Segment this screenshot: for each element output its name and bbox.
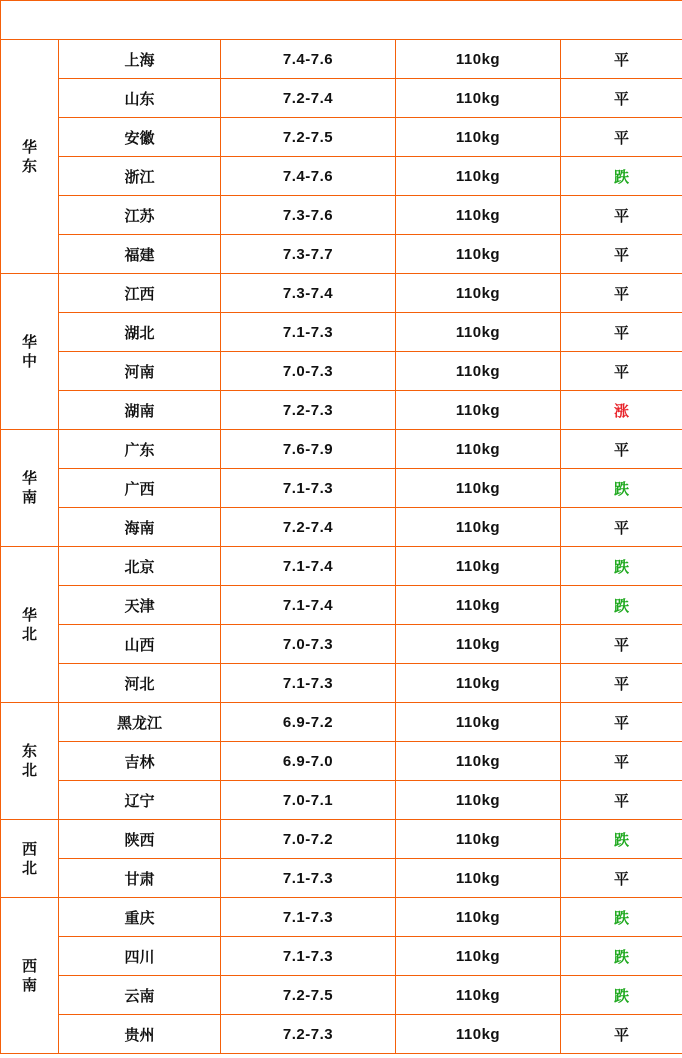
- price-cell: 6.9-7.2: [221, 703, 396, 742]
- weight-cell: 110kg: [396, 508, 561, 547]
- table-row: [1, 157, 682, 196]
- table-row: [1, 469, 682, 508]
- trend-cell: 跌: [561, 937, 682, 976]
- weight-cell: 110kg: [396, 313, 561, 352]
- province-cell: 河北: [59, 664, 221, 703]
- province-cell: 福建: [59, 235, 221, 274]
- trend-cell: 平: [561, 313, 682, 352]
- region-cell: [1, 898, 59, 1054]
- table-row: [1, 859, 682, 898]
- weight-cell: 110kg: [396, 274, 561, 313]
- region-cell: [1, 820, 59, 898]
- weight-cell: 110kg: [396, 40, 561, 79]
- trend-cell: 平: [561, 274, 682, 313]
- table-row: [1, 937, 682, 976]
- table-row: [1, 118, 682, 157]
- weight-cell: 110kg: [396, 664, 561, 703]
- price-cell: 7.0-7.3: [221, 625, 396, 664]
- table-row: [1, 898, 682, 937]
- price-cell: 7.2-7.4: [221, 508, 396, 547]
- weight-cell: 110kg: [396, 625, 561, 664]
- trend-cell: 平: [561, 1015, 682, 1054]
- weight-cell: 110kg: [396, 430, 561, 469]
- price-cell: 7.6-7.9: [221, 430, 396, 469]
- table-row: [1, 274, 682, 313]
- trend-cell: 跌: [561, 898, 682, 937]
- weight-cell: 110kg: [396, 547, 561, 586]
- region-label: 东北: [22, 743, 38, 779]
- province-cell: 湖南: [59, 391, 221, 430]
- province-cell: 广东: [59, 430, 221, 469]
- province-cell: 海南: [59, 508, 221, 547]
- region-label: 华东: [22, 138, 38, 175]
- table-row: [1, 79, 682, 118]
- table-row: [1, 664, 682, 703]
- table-row: [1, 196, 682, 235]
- trend-cell: 跌: [561, 469, 682, 508]
- trend-cell: 平: [561, 79, 682, 118]
- region-label: 西南: [22, 957, 38, 994]
- price-cell: 7.1-7.3: [221, 859, 396, 898]
- trend-cell: 跌: [561, 586, 682, 625]
- region-cell: [1, 40, 59, 274]
- table-row: [1, 508, 682, 547]
- trend-cell: 涨: [561, 391, 682, 430]
- table-body: [1, 1, 682, 1054]
- table-row: [1, 586, 682, 625]
- price-cell: 7.1-7.3: [221, 937, 396, 976]
- province-cell: 湖北: [59, 313, 221, 352]
- province-cell: 安徽: [59, 118, 221, 157]
- trend-cell: 平: [561, 781, 682, 820]
- province-cell: 河南: [59, 352, 221, 391]
- price-cell: 7.1-7.3: [221, 664, 396, 703]
- province-cell: 吉林: [59, 742, 221, 781]
- weight-cell: 110kg: [396, 898, 561, 937]
- trend-cell: 跌: [561, 820, 682, 859]
- table-row: [1, 352, 682, 391]
- price-cell: 7.2-7.5: [221, 118, 396, 157]
- weight-cell: 110kg: [396, 118, 561, 157]
- region-label: 华北: [22, 606, 38, 643]
- trend-cell: 平: [561, 859, 682, 898]
- price-cell: 7.0-7.1: [221, 781, 396, 820]
- trend-cell: 平: [561, 508, 682, 547]
- weight-cell: 110kg: [396, 235, 561, 274]
- region-cell: [1, 430, 59, 547]
- price-cell: 7.0-7.3: [221, 352, 396, 391]
- weight-cell: 110kg: [396, 352, 561, 391]
- price-cell: 7.4-7.6: [221, 157, 396, 196]
- region-cell: [1, 703, 59, 820]
- table-row: [1, 703, 682, 742]
- weight-cell: 110kg: [396, 781, 561, 820]
- province-cell: 江苏: [59, 196, 221, 235]
- province-cell: 贵州: [59, 1015, 221, 1054]
- table-row: [1, 625, 682, 664]
- table-row: [1, 235, 682, 274]
- weight-cell: 110kg: [396, 79, 561, 118]
- province-cell: 四川: [59, 937, 221, 976]
- region-cell: [1, 547, 59, 703]
- weight-cell: 110kg: [396, 469, 561, 508]
- province-cell: 广西: [59, 469, 221, 508]
- price-cell: 7.3-7.4: [221, 274, 396, 313]
- price-cell: 7.4-7.6: [221, 40, 396, 79]
- weight-cell: 110kg: [396, 391, 561, 430]
- weight-cell: 110kg: [396, 937, 561, 976]
- trend-cell: 平: [561, 703, 682, 742]
- weight-cell: 110kg: [396, 1015, 561, 1054]
- region-label: 西北: [22, 840, 38, 877]
- trend-cell: 平: [561, 742, 682, 781]
- region-label: 华中: [22, 333, 38, 370]
- weight-cell: 110kg: [396, 703, 561, 742]
- weight-cell: 110kg: [396, 196, 561, 235]
- table-row: [1, 313, 682, 352]
- table-row: [1, 547, 682, 586]
- region-cell: [1, 274, 59, 430]
- weight-cell: 110kg: [396, 157, 561, 196]
- price-cell: 7.1-7.4: [221, 547, 396, 586]
- province-cell: 云南: [59, 976, 221, 1015]
- province-cell: 重庆: [59, 898, 221, 937]
- price-cell: 7.2-7.5: [221, 976, 396, 1015]
- province-cell: 山东: [59, 79, 221, 118]
- province-cell: 北京: [59, 547, 221, 586]
- table-row: [1, 820, 682, 859]
- price-cell: 7.2-7.3: [221, 1015, 396, 1054]
- price-cell: 7.1-7.3: [221, 898, 396, 937]
- province-cell: 辽宁: [59, 781, 221, 820]
- trend-cell: 平: [561, 625, 682, 664]
- weight-cell: 110kg: [396, 976, 561, 1015]
- table-row: [1, 430, 682, 469]
- title-row: [1, 1, 682, 40]
- price-cell: 7.1-7.3: [221, 469, 396, 508]
- table-row: [1, 781, 682, 820]
- price-cell: 7.1-7.4: [221, 586, 396, 625]
- trend-cell: 平: [561, 40, 682, 79]
- table-row: [1, 1015, 682, 1054]
- weight-cell: 110kg: [396, 820, 561, 859]
- price-cell: 7.3-7.7: [221, 235, 396, 274]
- province-cell: 浙江: [59, 157, 221, 196]
- province-cell: 上海: [59, 40, 221, 79]
- trend-cell: 平: [561, 352, 682, 391]
- table-row: [1, 976, 682, 1015]
- price-cell: 7.2-7.4: [221, 79, 396, 118]
- price-cell: 7.1-7.3: [221, 313, 396, 352]
- weight-cell: 110kg: [396, 586, 561, 625]
- price-cell: 7.0-7.2: [221, 820, 396, 859]
- table-row: [1, 391, 682, 430]
- trend-cell: 平: [561, 196, 682, 235]
- price-cell: 7.3-7.6: [221, 196, 396, 235]
- table-row: [1, 40, 682, 79]
- weight-cell: 110kg: [396, 859, 561, 898]
- province-cell: 江西: [59, 274, 221, 313]
- trend-cell: 跌: [561, 976, 682, 1015]
- province-cell: 天津: [59, 586, 221, 625]
- weight-cell: 110kg: [396, 742, 561, 781]
- province-cell: 黑龙江: [59, 703, 221, 742]
- trend-cell: 平: [561, 430, 682, 469]
- price-cell: 7.2-7.3: [221, 391, 396, 430]
- province-cell: 陕西: [59, 820, 221, 859]
- trend-cell: 跌: [561, 157, 682, 196]
- province-cell: 甘肃: [59, 859, 221, 898]
- region-label: 华南: [22, 470, 38, 506]
- trend-cell: 平: [561, 118, 682, 157]
- page-title: 2025-3-29: [1, 1, 682, 40]
- trend-cell: 跌: [561, 547, 682, 586]
- trend-cell: 平: [561, 664, 682, 703]
- trend-cell: 平: [561, 235, 682, 274]
- price-cell: 6.9-7.0: [221, 742, 396, 781]
- table-row: [1, 742, 682, 781]
- province-cell: 山西: [59, 625, 221, 664]
